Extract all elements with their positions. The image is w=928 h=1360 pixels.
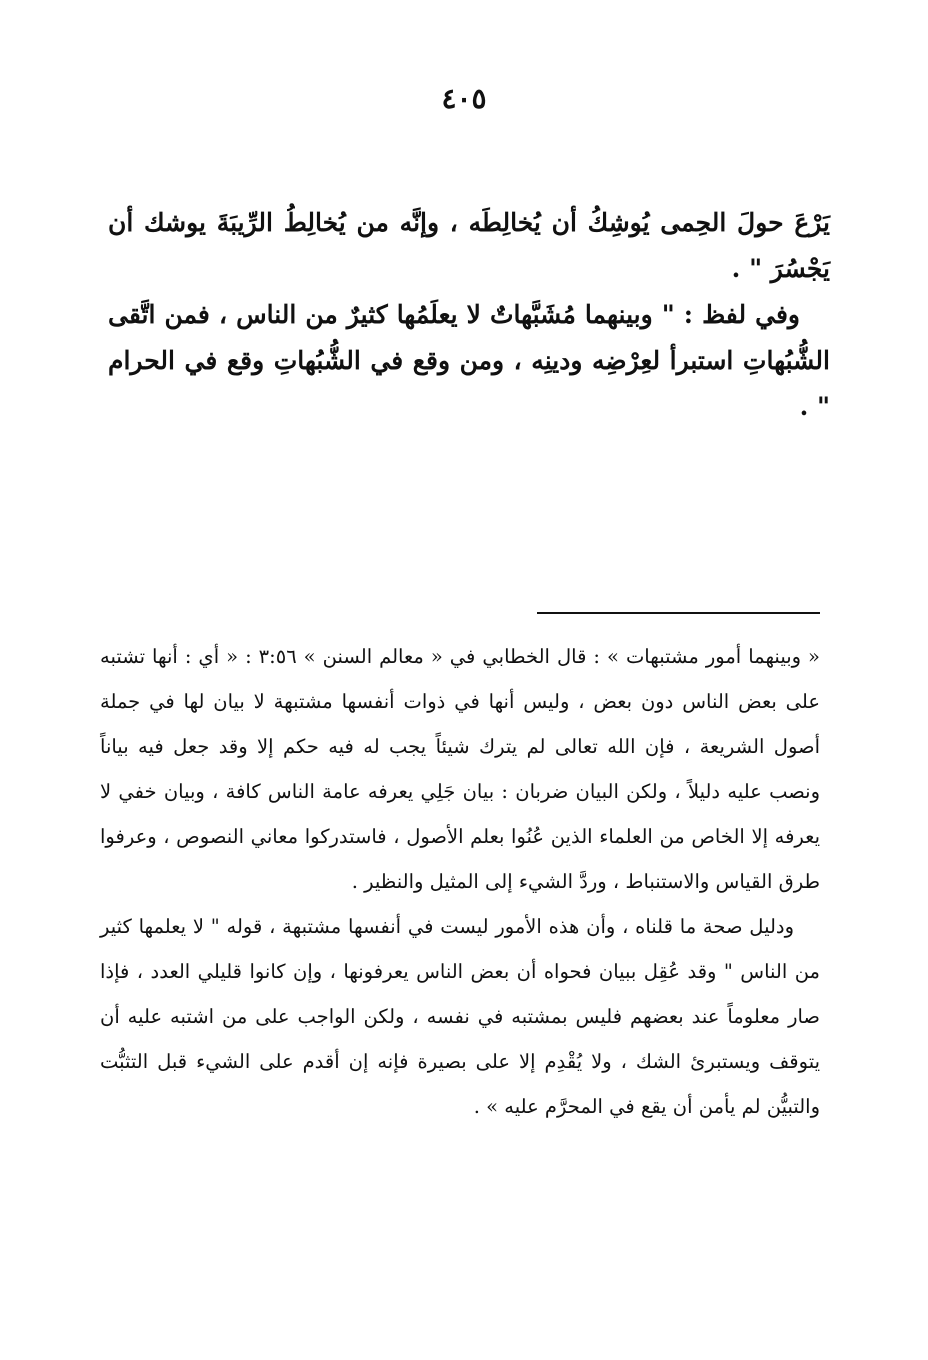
footnote-paragraph-evidence: ودليل صحة ما قلناه ، وأن هذه الأمور ليست في أنفسها مشتبهة ، قوله " لا يعلمها كثير من الناس " وقد عُقِل ببيان فحواه أن بعض الناس يعرفونها ، وإن كانوا قليلي العدد ، فإذا صار معلوماً عند بعضهم فليس بمشتبه في نفسه ، ولكن الواجب على من اشتبه عليه أن يتوقف ويستبرئ الشك ، ولا يُقْدِم إلا على بصيرة فإنه إن أقدم على الشيء قبل التثبُّت والتبيُّن لم يأمن أن يقع في المحرَّم عليه » .	[100, 915, 820, 1118]
footnote-divider	[537, 612, 820, 614]
page-number: ٤٠٥	[441, 82, 487, 115]
main-paragraph-hadith-end: يَرْعَ حولَ الحِمى يُوشِكُ أن يُخالِطَه ، وإنَّه من يُخالِطُ الرِّيبَةَ يوشك أن يَجْسُرَ " .	[108, 208, 830, 283]
main-paragraph-alternate-wording: وفي لفظ : " وبينهما مُشَبَّهاتٌ لا يعلَمُها كثيرٌ من الناس ، فمن اتَّقى الشُّبُهاتِ استبرأ لعِرْضِه ودينِه ، ومن وقع في الشُّبُهاتِ وقع في الحرام " .	[108, 300, 830, 421]
footnote-paragraph-khattabi-quote: « وبينهما أمور مشتبهات » : قال الخطابي في « معالم السنن » ٣:٥٦ : « أي : أنها تشتبه على بعض الناس دون بعض ، وليس أنها في ذوات أنفسها مشتبهة لا بيان لها في جملة أصول الشريعة ، فإن الله تعالى لم يترك شيئاً يجب له فيه حكم إلا وقد جعل فيه بياناً ونصب عليه دليلاً ، ولكن البيان ضربان : بيان جَلِي يعرفه عامة الناس كافة ، وبيان خفي لا يعرفه إلا الخاص من العلماء الذين عُنُوا بعلم الأصول ، فاستدركوا معاني النصوص ، وعرفوا طرق القياس والاستنباط ، وردَّ الشيء إلى المثيل والنظير .	[100, 645, 820, 893]
footnote	[100, 634, 820, 1129]
main-text	[108, 200, 830, 430]
